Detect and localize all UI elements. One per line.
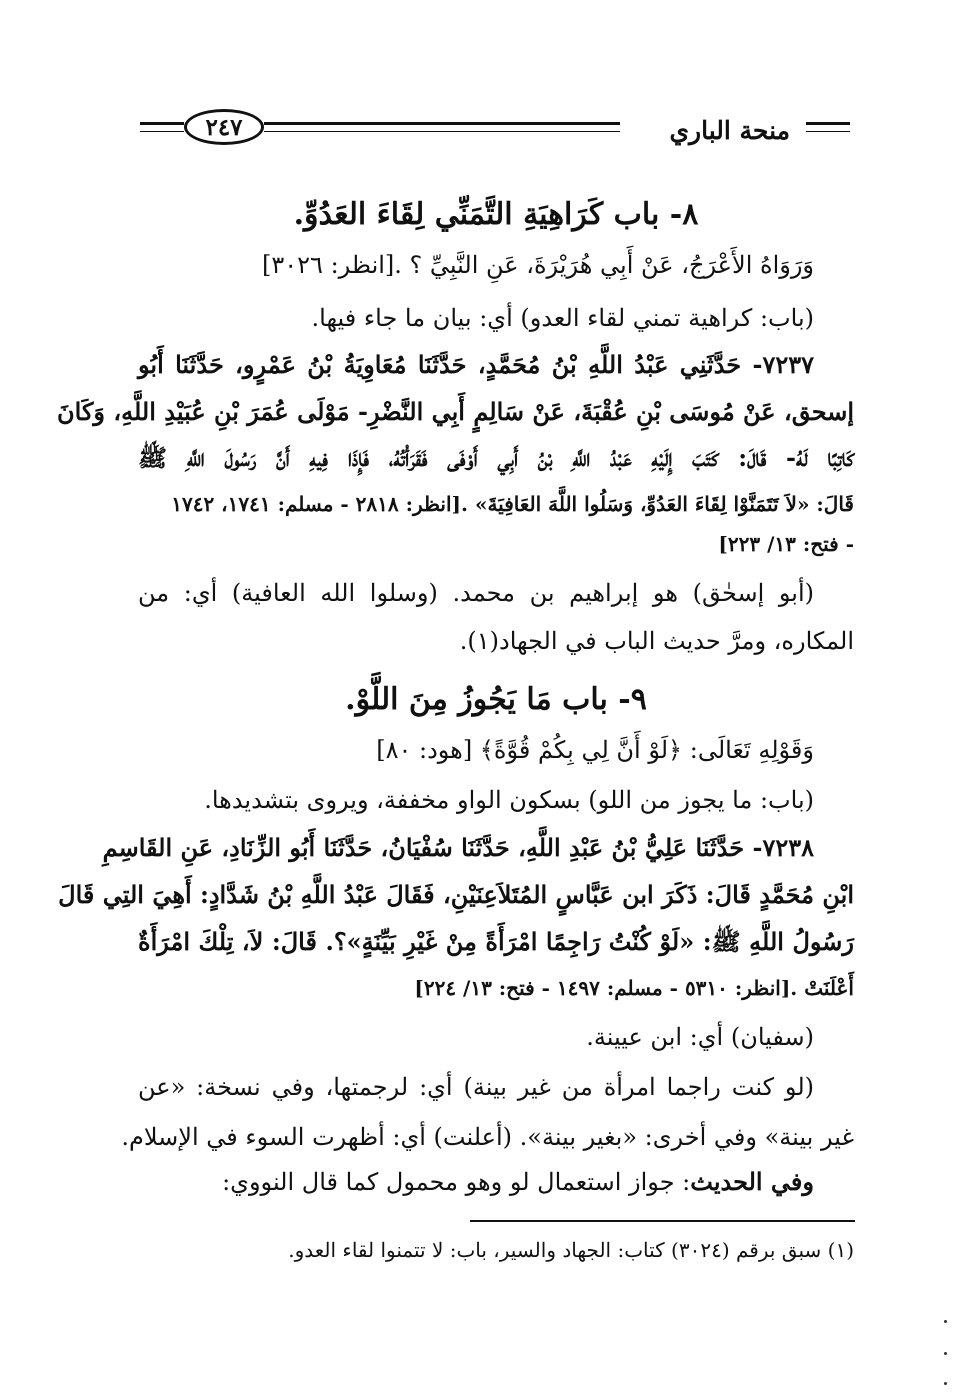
hadith-line: أَعْلَنَتْ .[انظر: ٥٣١٠ - مسلم: ١٤٩٧ - فتح: ١٣/ ٢٢٤] bbox=[414, 976, 854, 1000]
book-title: منحة الباري bbox=[669, 116, 790, 145]
header-rule-left-bottom bbox=[140, 131, 184, 132]
narration-line: وَرَوَاهُ الأَعْرَجُ، عَنْ أَبِي هُرَيْرَةَ، عَنِ النَّبِيِّ ؟ .[انظر: ٣٠٢٦] bbox=[262, 251, 814, 279]
header-rule-middle-bottom bbox=[264, 131, 620, 132]
section-heading: ٩- باب مَا يَجُوزُ مِنَ اللَّوْ. bbox=[345, 682, 647, 717]
scan-specks bbox=[944, 1320, 948, 1390]
hadith-line: ٧٢٣٧- حَدَّثَنِي عَبْدُ اللَّهِ بْنُ مُحَمَّدٍ، حَدَّثَنَا مُعَاوِيَةُ بْنُ عَمْرٍو، حَدَّثَنَا أَبُو bbox=[138, 350, 814, 379]
footnote-rule bbox=[470, 1220, 855, 1222]
verse-line: وَقَوْلِهِ تَعَالَى: ﴿لَوْ أَنَّ لِي بِكُمْ قُوَّةً﴾ [هود: ٨٠] bbox=[376, 736, 814, 764]
commentary-line: (لو كنت راجما امرأة من غير بينة) أي: لرجمتها، وفي نسخة: «عن bbox=[138, 1073, 814, 1101]
commentary-line: غير بينة» وفي أخرى: «بغير بينة». (أعلنت) أي: أظهرت السوء في الإسلام. bbox=[121, 1123, 854, 1151]
commentary-line: (سفيان) أي: ابن عيينة. bbox=[586, 1023, 814, 1051]
section-heading: ٨- باب كَرَاهِيَةِ التَّمَنِّي لِقَاءَ العَدُوِّ. bbox=[293, 197, 699, 232]
commentary-lead: وفي الحديث bbox=[690, 1167, 814, 1196]
commentary-line bbox=[138, 1162, 814, 1202]
hadith-line: ٧٢٣٨- حَدَّثَنَا عَلِيُّ بْنُ عَبْدِ اللَّهِ، حَدَّثَنَا سُفْيَانُ، حَدَّثَنَا أَبُو الزِّنَادِ، عَنِ القَاسِمِ bbox=[102, 833, 814, 862]
hadith-line: كَاتِبًا لَهُ- قَالَ: كَتَبَ إِلَيْهِ عَبْدُ اللَّهِ بْنُ أَبِي أَوْفَى فَقَرَأْتُهُ، فَإِذَا فِيهِ أَنَّ رَسُولَ اللَّهِ ﷺ bbox=[138, 443, 854, 472]
explanation-line: (باب: ما يجوز من اللو) بسكون الواو مخففة، ويروى بتشديدها. bbox=[204, 786, 814, 814]
page-header bbox=[140, 104, 850, 154]
header-rule-middle-top bbox=[264, 122, 620, 125]
hadith-line: إسحق، عَنْ مُوسَى بْنِ عُقْبَةَ، عَنْ سَالِمٍ أَبِي النَّضْرِ- مَوْلَى عُمَرَ بْنِ عُبَيْدِ اللَّهِ، وَكَانَ bbox=[57, 397, 854, 426]
commentary-line: المكاره، ومرَّ حديث الباب في الجهاد(١). bbox=[459, 627, 854, 655]
hadith-line: رَسُولُ اللَّهِ ﷺ: «لَوْ كُنْتُ رَاجِمًا امْرَأَةً مِنْ غَيْرِ بَيِّنَةٍ»؟. قَالَ: لاَ، تِلْكَ امْرَأَةٌ bbox=[138, 927, 854, 956]
hadith-line: ابْنِ مُحَمَّدٍ قَالَ: ذَكَرَ ابن عَبَّاسٍ المُتَلاَعِنَيْنِ، فَقَالَ عَبْدُ اللَّهِ بْنُ شَدَّادٍ: أَهِيَ التِي قَالَ bbox=[58, 880, 854, 909]
footnote: (١) سبق برقم (٣٠٢٤) كتاب: الجهاد والسير، باب: لا تتمنوا لقاء العدو. bbox=[288, 1238, 854, 1262]
explanation-line: (باب: كراهية تمني لقاء العدو) أي: بيان ما جاء فيها. bbox=[311, 304, 814, 332]
header-rule-right-bottom bbox=[806, 131, 850, 132]
page-number bbox=[184, 109, 264, 145]
hadith-line: - فتح: ١٣/ ٢٢٣] bbox=[718, 532, 854, 556]
page-number-text: ٢٤٧ bbox=[205, 113, 243, 141]
header-rule-left-top bbox=[140, 122, 184, 125]
commentary-line: (أبو إسحٰق) هو إبراهيم بن محمد. (وسلوا الله العافية) أي: من bbox=[138, 579, 814, 607]
commentary-text: : جواز استعمال لو وهو محمول كما قال النووي: bbox=[222, 1168, 691, 1196]
header-rule-right-top bbox=[806, 122, 850, 125]
hadith-line: قَالَ: «لاَ تَتَمَنَّوْا لِقَاءَ العَدُوِّ، وَسَلُوا اللَّهَ العَافِيَةَ» .[انظر: ٢٨١٨ - مسلم: ١٧٤١، ١٧٤٢ bbox=[171, 492, 854, 516]
